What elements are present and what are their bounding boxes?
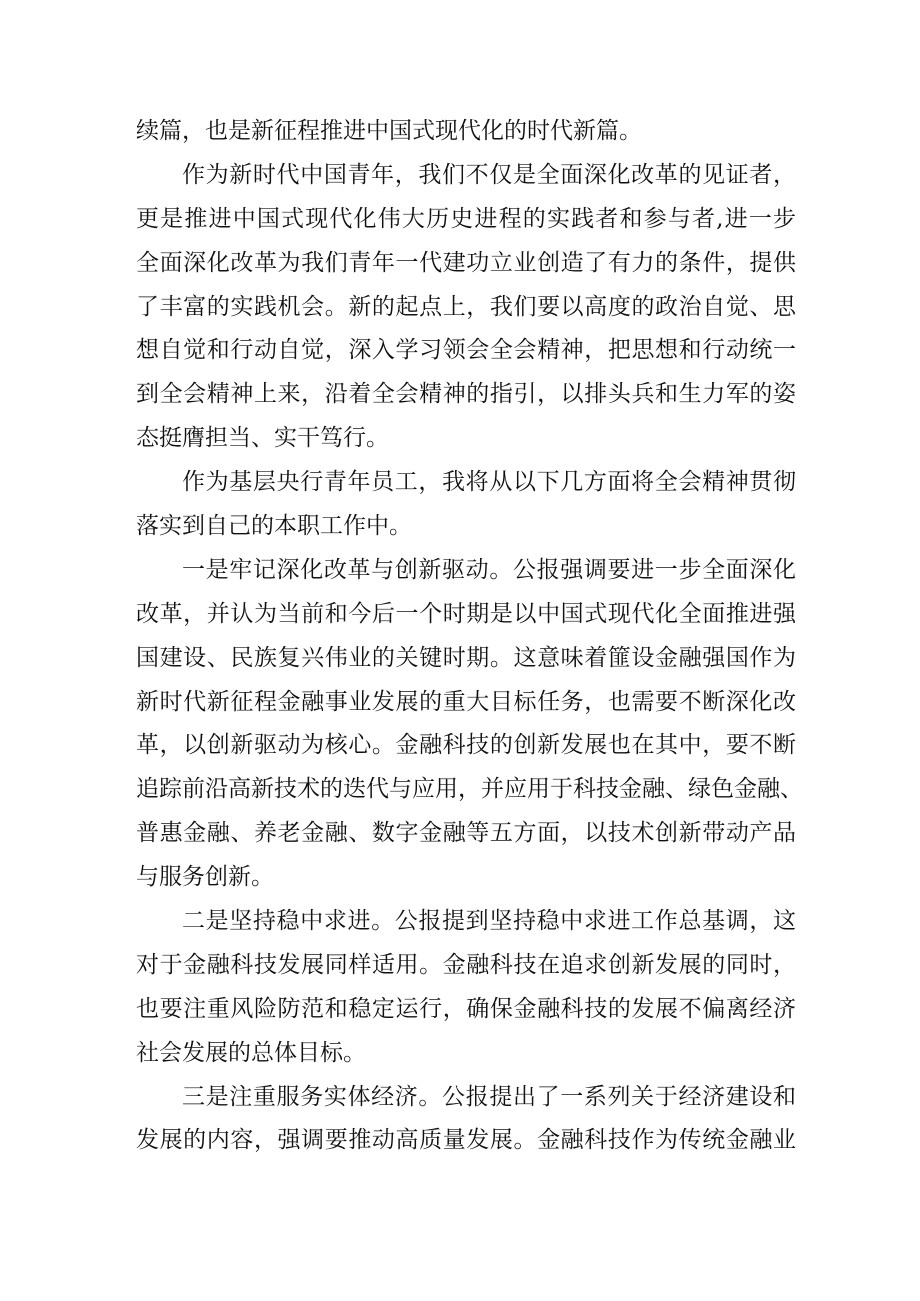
- text-line: 更是推进中国式现代化伟大历史进程的实践者和参与者,进一步: [136, 205, 796, 232]
- text-line: 落实到自己的本职工作中。: [136, 513, 412, 540]
- text-line: 新时代新征程金融事业发展的重大目标任务，也需要不断深化改: [136, 688, 796, 715]
- text-line: 了丰富的实践机会。新的起点上，我们要以高度的政治自觉、思: [136, 293, 796, 320]
- document-body: [136, 110, 803, 1163]
- text-line: 三是注重服务实体经济。公报提出了一系列关于经济建设和: [182, 1083, 796, 1110]
- text-line: 也要注重风险防范和稳定运行，确保金融科技的发展不偏离经济: [136, 995, 796, 1022]
- text-line: 态挺膺担当、实干笃行。: [136, 425, 389, 452]
- text-line: 想自觉和行动自觉，深入学习领会全会精神，把思想和行动统一: [136, 337, 796, 364]
- text-line: 全面深化改革为我们青年一代建功立业创造了有力的条件，提供: [136, 249, 796, 276]
- text-line: 作为基层央行青年员工，我将从以下几方面将全会精神贯彻: [182, 469, 796, 496]
- text-line: 作为新时代中国青年，我们不仅是全面深化改革的见证者，: [182, 161, 796, 188]
- text-line: 与服务创新。: [136, 864, 274, 891]
- text-line: 发展的内容，强调要推动高质量发展。金融科技作为传统金融业: [136, 1127, 796, 1154]
- text-line: 社会发展的总体目标。: [136, 1039, 366, 1066]
- text-line: 国建设、民族复兴伟业的关键时期。这意味着篚设金融强国作为: [136, 644, 796, 671]
- text-line: 革，以创新驱动为核心。金融科技的创新发展也在其中，要不断: [136, 732, 796, 759]
- text-line: 对于金融科技发展同样适用。金融科技在追求创新发展的同时，: [136, 951, 796, 978]
- text-line: 续篇，也是新征程推进中国式现代化的时代新篇。: [136, 118, 642, 144]
- text-line: 改革，并认为当前和今后一个时期是以中国式现代化全面推进强: [136, 600, 796, 627]
- text-line: 到全会精神上来，沿着全会精神的指引，以排头兵和生力军的姿: [136, 381, 796, 408]
- text-line: 普惠金融、养老金融、数字金融等五方面，以技术创新带动产品: [136, 820, 796, 847]
- text-line: 一是牢记深化改革与创新驱动。公报强调要进一步全面深化: [182, 556, 796, 583]
- text-line: 追踪前沿高新技术的迭代与应用，并应用于科技金融、绿色金融、: [136, 776, 803, 803]
- text-line: 二是坚持稳中求进。公报提到坚持稳中求进工作总基调，这: [182, 908, 796, 935]
